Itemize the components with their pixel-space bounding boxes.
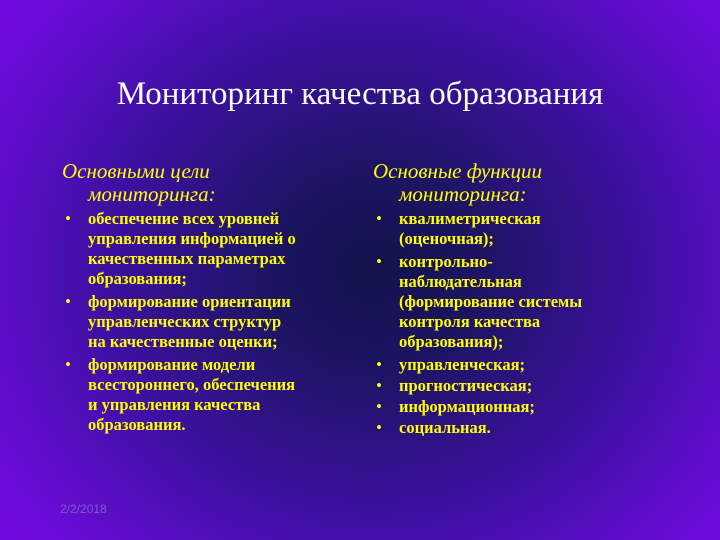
function-item-text: квалиметрическая [399,209,541,228]
goal-item-text: качественных параметрах [88,249,286,268]
function-item-text: образования); [399,332,504,351]
function-item-text: прогностическая; [399,376,533,395]
function-item [373,397,673,417]
bullet-icon: • [376,418,382,437]
bullet-icon: • [65,209,71,228]
goal-item-text: на качественные оценки; [88,332,278,351]
bullet-icon: • [65,355,71,374]
function-item-text: наблюдательная [399,272,522,291]
goal-item [62,355,352,435]
goal-item-text: формирование ориентации [88,292,291,311]
left-heading-line-1: Основными цели [62,159,210,183]
slide-title: Мониторинг качества образования [116,76,604,112]
function-item [373,209,673,249]
goal-item-text: формирование модели [88,355,256,374]
goal-item [62,209,352,289]
function-item-text: (формирование системы [399,292,583,311]
bullet-icon: • [376,376,382,395]
right-column-heading [373,160,673,206]
bullet-icon: • [65,292,71,311]
footer-date: 2/2/2018 [60,502,107,516]
goal-item-text: обеспечение всех уровней [88,209,280,228]
function-item-text: (оценочная); [399,229,494,248]
goal-item [62,292,352,352]
function-item [373,252,673,352]
goal-item-text: всестороннего, обеспечения [88,375,296,394]
function-item [373,418,673,438]
left-heading-line-2: мониторинга: [88,182,216,206]
left-column-heading [62,160,342,206]
goal-item-text: образования. [88,415,186,434]
functions-list [373,209,673,438]
bullet-icon: • [376,209,382,228]
right-heading-line-1: Основные функции [373,159,543,183]
function-item-text: контрольно- [399,252,493,271]
function-item-text: контроля качества [399,312,541,331]
right-heading-line-2: мониторинга: [399,182,527,206]
goal-item-text: управленческих структур [88,312,282,331]
goal-item-text: управления информацией о [88,229,296,248]
function-item [373,355,673,375]
goal-item-text: и управления качества [88,395,261,414]
bullet-icon: • [376,252,382,271]
function-item-text: социальная. [399,418,491,437]
function-item-text: информационная; [399,397,535,416]
function-item [373,376,673,396]
goals-list [62,209,352,435]
bullet-icon: • [376,397,382,416]
goal-item-text: образования; [88,269,187,288]
function-item-text: управленческая; [399,355,526,374]
bullet-icon: • [376,355,382,374]
